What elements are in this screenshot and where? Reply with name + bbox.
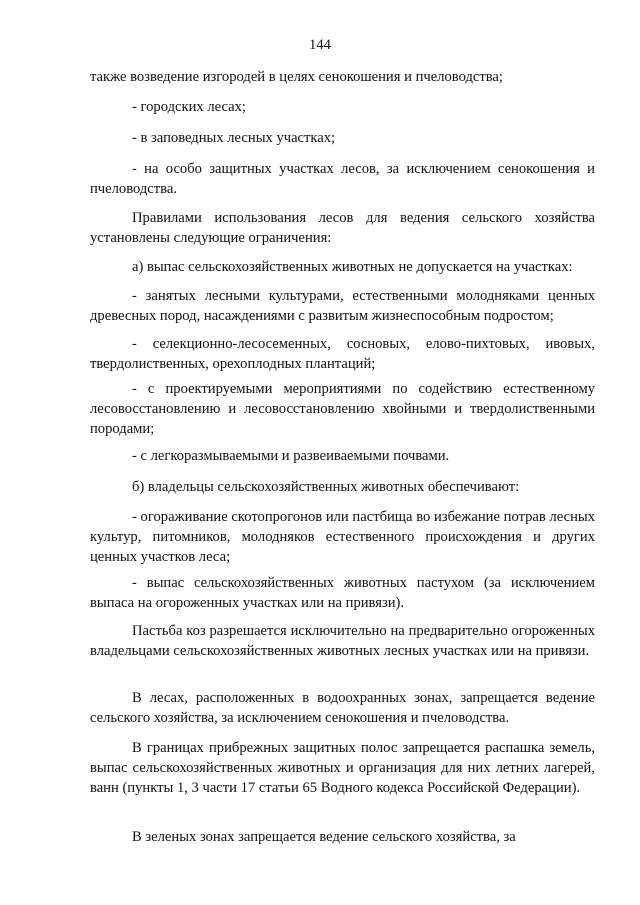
paragraph-3: - в заповедных лесных участках; [132, 130, 336, 146]
paragraph-9: - с проектируемыми мероприятиями по содействию естественному лесовосстановлению и лесовосстановлению хвойными и твердолиственными породами; [90, 381, 595, 437]
paragraph-4: - на особо защитных участках лесов, за исключением сенокошения и пчеловодства. [90, 161, 595, 197]
paragraph-2: - городских лесах; [132, 99, 246, 115]
paragraph-15: В лесах, расположенных в водоохранных зонах, запрещается ведение сельского хозяйства, за исключением сенокошения и пчеловодства. [90, 690, 595, 726]
paragraph-16: В границах прибрежных защитных полос запрещается распашка земель, выпас сельскохозяйственных животных и организация для них летних лагерей, ванн (пункты 1, 3 части 17 статьи 65 Водного кодекса Российской Федерации). [90, 740, 595, 796]
page-number: 144 [309, 37, 331, 53]
paragraph-1: также возведение изгородей в целях сенокошения и пчеловодства; [90, 69, 503, 85]
paragraph-7: - занятых лесными культурами, естественными молодняками ценных древесных пород, насаждениями с развитым жизнеспособным подростом; [90, 288, 595, 324]
paragraph-6: а) выпас сельскохозяйственных животных не допускается на участках: [132, 259, 573, 275]
paragraph-5: Правилами использования лесов для ведения сельского хозяйства установлены следующие ограничения: [90, 210, 595, 246]
paragraph-8: - селекционно-лесосеменных, сосновых, елово-пихтовых, ивовых, твердолиственных, орехоплодных плантаций; [90, 336, 595, 372]
paragraph-17: В зеленых зонах запрещается ведение сельского хозяйства, за [132, 829, 516, 845]
paragraph-11: б) владельцы сельскохозяйственных животных обеспечивают: [132, 479, 520, 495]
paragraph-12: - огораживание скотопрогонов или пастбища во избежание потрав лесных культур, питомников, молодняков естественного происхождения и других ценных участков леса; [90, 509, 595, 565]
paragraph-10: - с легкоразмываемыми и развеиваемыми почвами. [132, 448, 450, 464]
paragraph-13: - выпас сельскохозяйственных животных пастухом (за исключением выпаса на огороженных участках или на привязи). [90, 575, 595, 611]
paragraph-14: Пастьба коз разрешается исключительно на предварительно огороженных владельцами сельскохозяйственных животных лесных участках или на привязи. [90, 623, 595, 659]
